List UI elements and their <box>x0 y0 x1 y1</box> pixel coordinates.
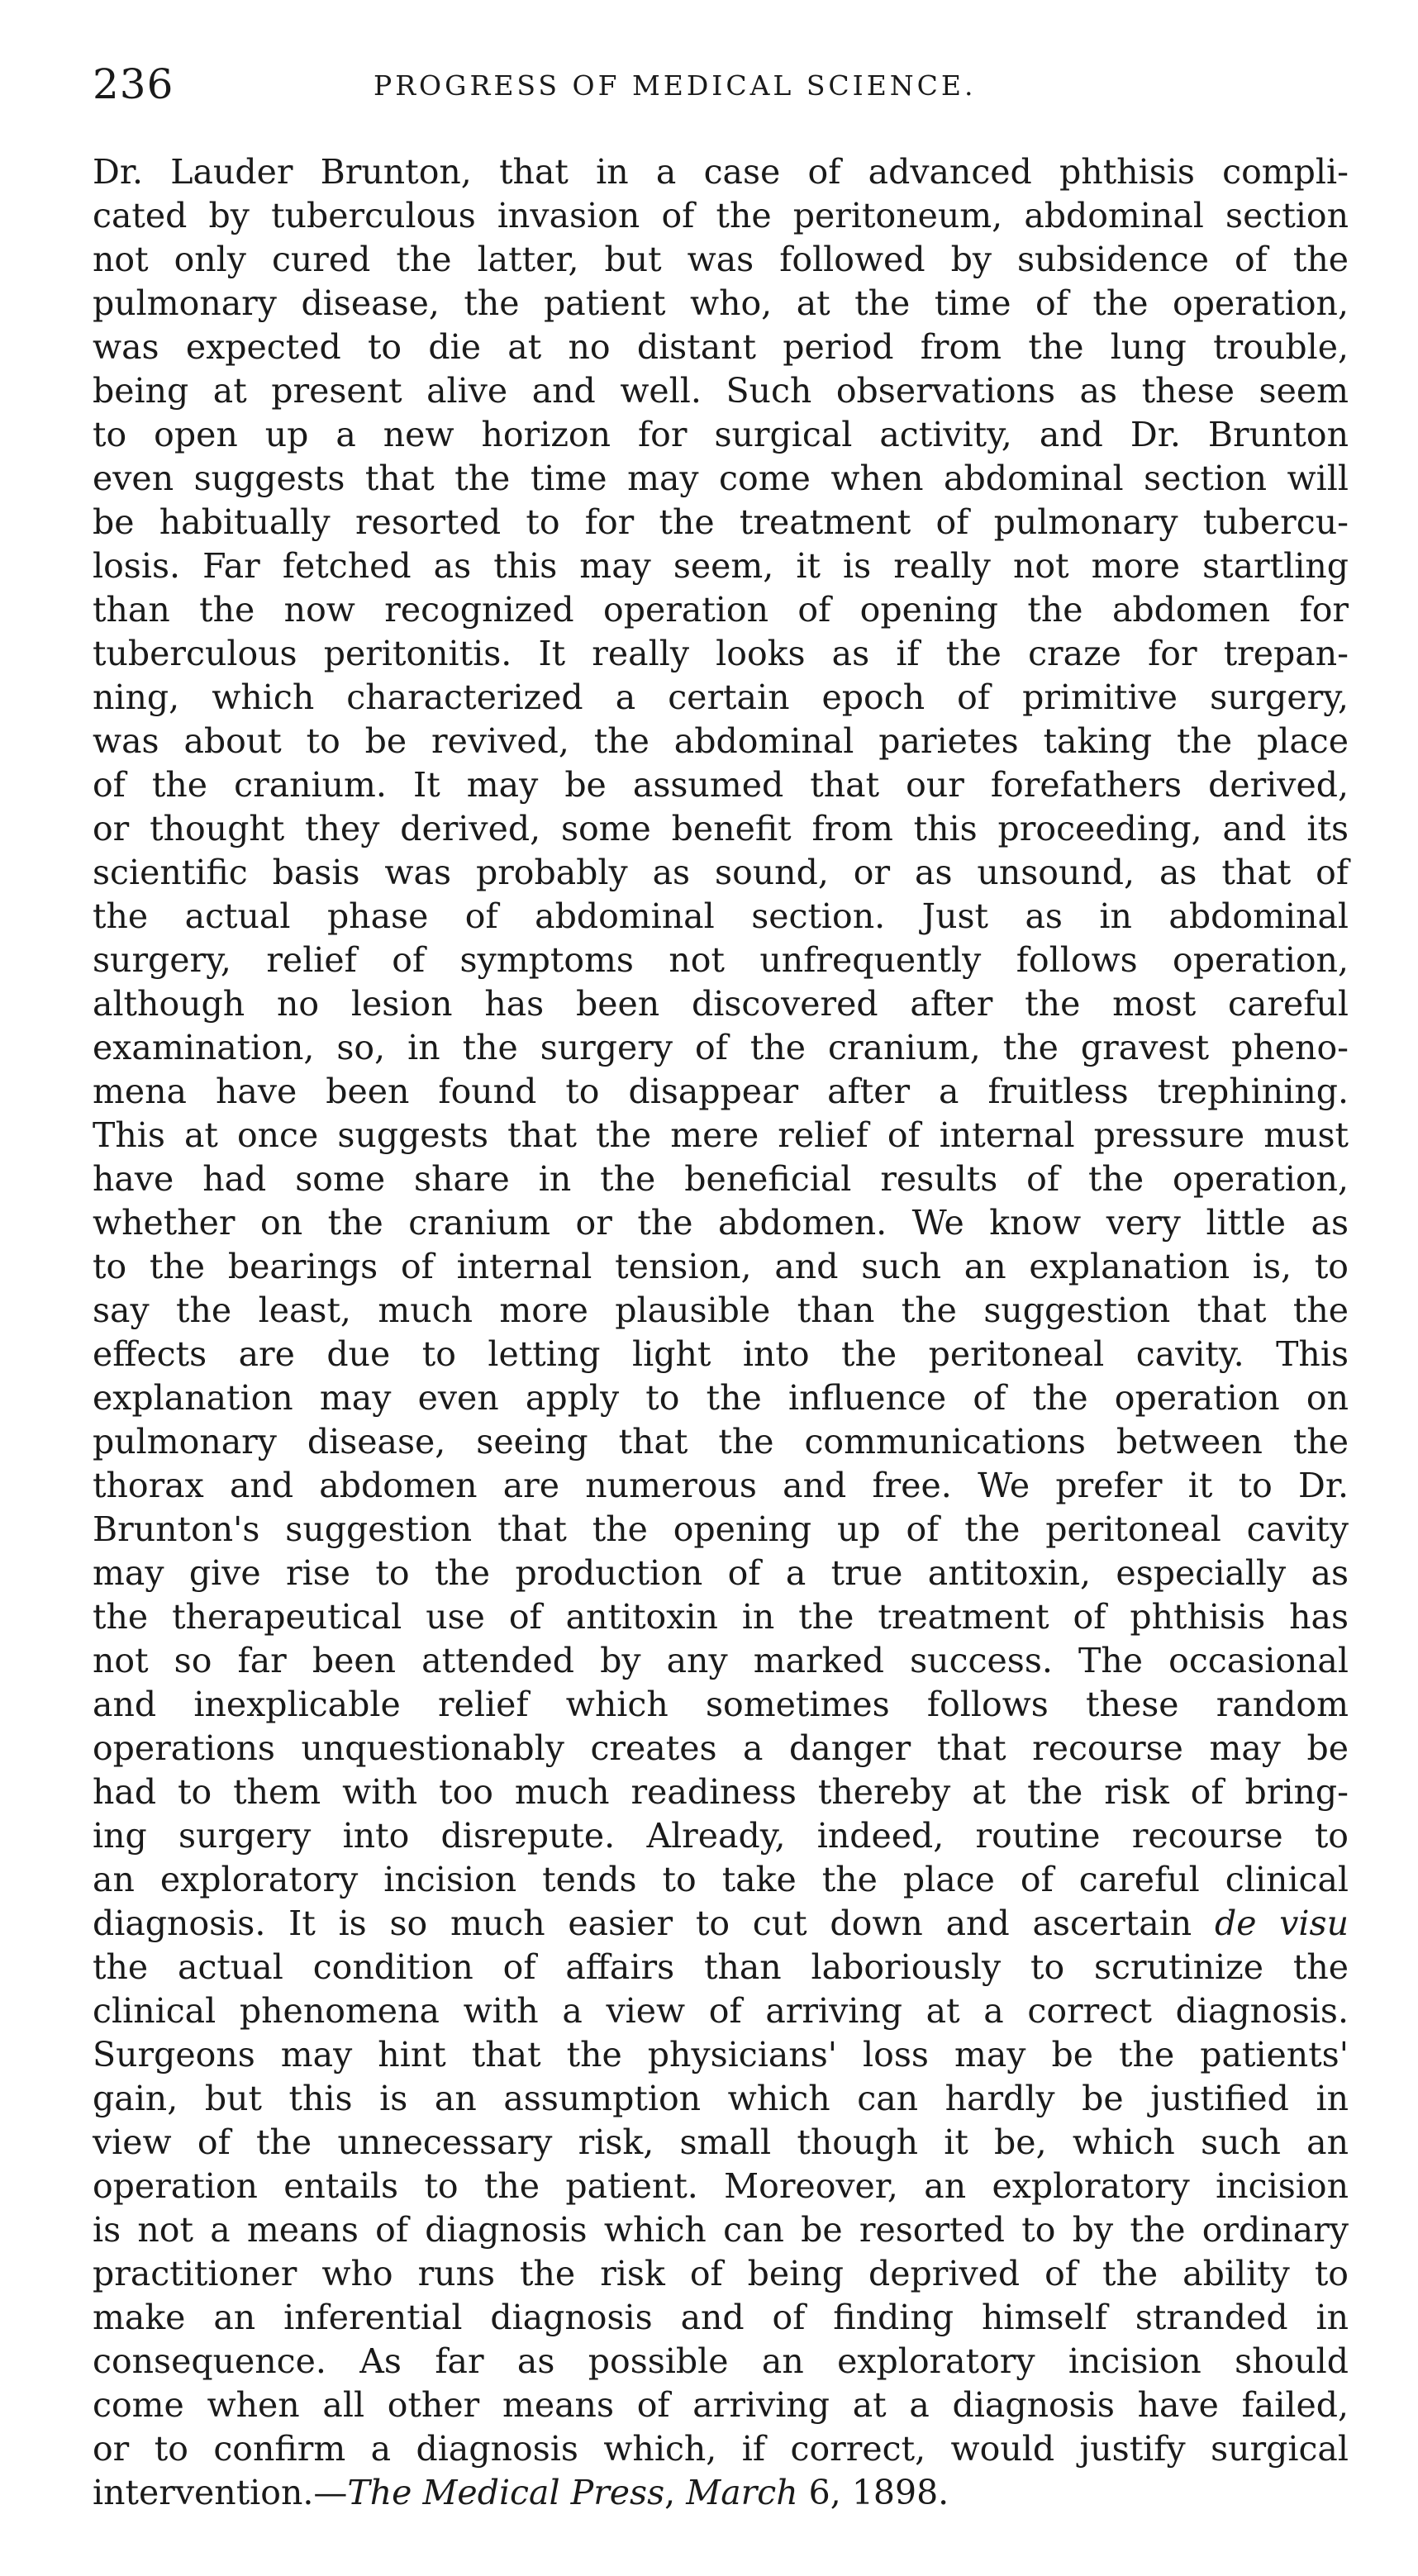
text-line: of the cranium. It may be assumed that our forefathers derived, <box>93 765 1349 805</box>
text-line: the actual phase of abdominal section. Just as in abdominal <box>93 896 1349 936</box>
text-line: be habitually resorted to for the treatment of pulmonary tubercu- <box>93 502 1349 542</box>
citation-date-rest: 6, 1898. <box>797 2473 949 2512</box>
text-line: This at once suggests that the mere relief of internal pressure must <box>93 1115 1349 1155</box>
text-line: practitioner who runs the risk of being deprived of the ability to <box>93 2254 1349 2293</box>
citation-line <box>93 2471 1349 2515</box>
running-title: PROGRESS OF MEDICAL SCIENCE. <box>374 69 977 102</box>
text-line: come when all other means of arriving at a diagnosis have failed, <box>93 2385 1349 2425</box>
text-line: mena have been found to disappear after a fruitless trephining. <box>93 1072 1349 1111</box>
text-line: than the now recognized operation of opening the abdomen for <box>93 590 1349 630</box>
text-line: cated by tuberculous invasion of the peritoneum, abdominal section <box>93 196 1349 235</box>
citation-date-month: March <box>686 2473 798 2512</box>
text-line: being at present alive and well. Such observations as these seem <box>93 371 1349 411</box>
text-line: tuberculous peritonitis. It really looks as if the craze for trepan- <box>93 634 1349 673</box>
text-line: Dr. Lauder Brunton, that in a case of advanced phthisis compli- <box>93 152 1349 192</box>
text-line: have had some share in the beneficial results of the operation, <box>93 1159 1349 1199</box>
text-line: gain, but this is an assumption which can hardly be justified in <box>93 2079 1349 2118</box>
text-line: was expected to die at no distant period from the lung trouble, <box>93 327 1349 367</box>
text-line: examination, so, in the surgery of the cranium, the gravest pheno- <box>93 1028 1349 1067</box>
text-line: operation entails to the patient. Moreover, an exploratory incision <box>93 2166 1349 2206</box>
text-line: the therapeutical use of antitoxin in the treatment of phthisis has <box>93 1597 1349 1637</box>
text-line: had to them with too much readiness thereby at the risk of bring- <box>93 1772 1349 1812</box>
text-line: explanation may even apply to the influence of the operation on <box>93 1378 1349 1418</box>
text-line: view of the unnecessary risk, small though it be, which such an <box>93 2122 1349 2162</box>
text-line: and inexplicable relief which sometimes follows these random <box>93 1685 1349 1724</box>
text-line: to the bearings of internal tension, and such an explanation is, to <box>93 1247 1349 1286</box>
text-line: losis. Far fetched as this may seem, it is really not more startling <box>93 546 1349 586</box>
running-head <box>93 55 1350 121</box>
text-line: may give rise to the production of a true antitoxin, especially as <box>93 1553 1349 1593</box>
text-line: even suggests that the time may come when abdominal section will <box>93 459 1349 498</box>
text-line: consequence. As far as possible an exploratory incision should <box>93 2341 1349 2381</box>
citation-source: The Medical Press <box>347 2473 665 2512</box>
text-line: ning, which characterized a certain epoch of primitive surgery, <box>93 677 1349 717</box>
text-line: pulmonary disease, the patient who, at the time of the operation, <box>93 283 1349 323</box>
text-line: or to confirm a diagnosis which, if correct, would justify surgical <box>93 2429 1349 2469</box>
text-line: thorax and abdomen are numerous and free. We prefer it to Dr. <box>93 1466 1349 1505</box>
text-line: Brunton's suggestion that the opening up of the peritoneal cavity <box>93 1509 1349 1549</box>
line-text: diagnosis. It is so much easier to cut down and ascertain <box>93 1903 1192 1943</box>
italic-phrase: de visu <box>1214 1903 1349 1943</box>
text-line: scientific basis was probably as sound, or as unsound, as that of <box>93 853 1349 892</box>
text-line: surgery, relief of symptoms not unfrequently follows operation, <box>93 940 1349 980</box>
text-line: to open up a new horizon for surgical activity, and Dr. Brunton <box>93 415 1349 454</box>
text-line: although no lesion has been discovered after the most careful <box>93 984 1349 1024</box>
body-text <box>93 150 1349 2515</box>
text-line: not only cured the latter, but was followed by subsidence of the <box>93 240 1349 279</box>
text-line: not so far been attended by any marked success. The occasional <box>93 1641 1349 1680</box>
text-line: the actual condition of affairs than laboriously to scrutinize the <box>93 1947 1349 1987</box>
text-line: whether on the cranium or the abdomen. We know very little as <box>93 1203 1349 1243</box>
text-line: or thought they derived, some benefit from this proceeding, and its <box>93 809 1349 848</box>
citation-comma: , <box>664 2473 676 2512</box>
text-line: pulmonary disease, seeing that the communications between the <box>93 1422 1349 1461</box>
text-line: was about to be revived, the abdominal parietes taking the place <box>93 721 1349 761</box>
text-line: effects are due to letting light into the peritoneal cavity. This <box>93 1334 1349 1374</box>
text-line: say the least, much more plausible than the suggestion that the <box>93 1290 1349 1330</box>
text-line: operations unquestionably creates a danger that recourse may be <box>93 1728 1349 1768</box>
text-line: is not a means of diagnosis which can be resorted to by the ordinary <box>93 2210 1349 2250</box>
text-line: Surgeons may hint that the physicians' loss may be the patients' <box>93 2035 1349 2075</box>
text-line: clinical phenomena with a view of arriving at a correct diagnosis. <box>93 1991 1349 2031</box>
citation-lead: intervention.— <box>93 2473 348 2512</box>
text-line: an exploratory incision tends to take the place of careful clinical <box>93 1860 1349 1899</box>
text-line: make an inferential diagnosis and of finding himself stranded in <box>93 2298 1349 2337</box>
text-line-with-italic <box>93 1902 1349 1946</box>
text-line: ing surgery into disrepute. Already, indeed, routine recourse to <box>93 1816 1349 1856</box>
page-number: 236 <box>93 60 174 108</box>
